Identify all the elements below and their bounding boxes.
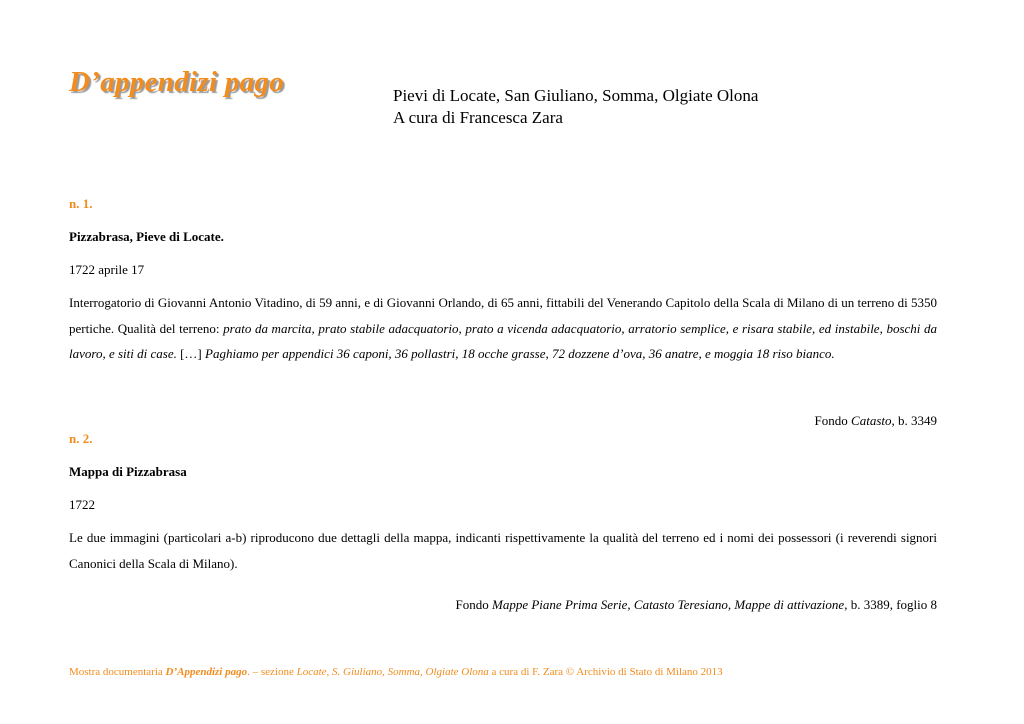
footer-exhibition-title: D’Appendizi pago [165, 666, 248, 678]
entry-2-fondo [456, 597, 937, 613]
entry-1-fondo-name: Catasto [851, 413, 892, 428]
document-title: D’appendizi pago [69, 66, 285, 98]
entry-2-fondo-prefix: Fondo [455, 597, 493, 612]
entry-1-text-part-4: Paghiamo per appendici 36 caponi, 36 pollastri, 18 ocche grasse, 72 dozzene d’ova, 36 anatre, e moggia 18 riso bianco. [205, 346, 835, 361]
subtitle-pievi: Pievi di Locate, San Giuliano, Somma, Olgiate Olona [393, 86, 759, 105]
entry-1-text-part-1: Interrogatorio di Giovanni Antonio Vitadino, di 59 anni, e di Giovanni Orlando, di 65 anni, fittabili del Venerando Capitolo della Scala di Milano di un terreno di 5350 pertiche. Qualità del terreno: [69, 295, 937, 336]
entry-1-text-part-3: […] [176, 346, 206, 361]
footer-part-3: . – sezione [247, 666, 297, 678]
footer-section-name: Locate, S. Giuliano, Somma, Olgiate Olona [296, 666, 489, 678]
entry-2-description: Le due immagini (particolari a-b) riproducono due dettagli della mappa, indicanti rispettivamente la qualità del terreno ed i nomi dei possessori (i reverendi signori Canonici della Scala di Milano). [69, 530, 937, 571]
page-footer [69, 666, 723, 678]
subtitle-curator: A cura di Francesca Zara [393, 108, 563, 127]
entry-2-heading: Mappa di Pizzabrasa [69, 464, 187, 479]
entry-2-fondo-name: Mappe Piane Prima Serie, Catasto Teresiano, Mappe di attivazione [492, 597, 845, 612]
entry-1-description [69, 290, 937, 367]
entry-2-fondo-suffix: , b. 3389, foglio 8 [844, 597, 937, 612]
entry-1-heading: Pizzabrasa, Pieve di Locate. [69, 229, 224, 244]
entry-2-date: 1722 [69, 497, 95, 512]
entry-1-fondo [815, 413, 937, 429]
document-subtitle [393, 85, 758, 129]
footer-part-1: Mostra documentaria [69, 666, 166, 678]
entry-1-fondo-suffix: , b. 3349 [891, 413, 937, 428]
entry-1-text-part-2: prato da marcita, prato stabile adacquatorio, prato a vicenda adacquatorio, arratorio semplice, e risara stabile, ed instabile, boschi da lavoro, e siti di case. [69, 320, 937, 361]
footer-credits: a cura di F. Zara © Archivio di Stato di Milano 2013 [488, 666, 723, 678]
entry-1-fondo-prefix: Fondo [814, 413, 852, 428]
entry-1-number: n. 1. [69, 196, 93, 211]
entry-2-number: n. 2. [69, 431, 93, 446]
entry-1-date: 1722 aprile 17 [69, 262, 145, 277]
